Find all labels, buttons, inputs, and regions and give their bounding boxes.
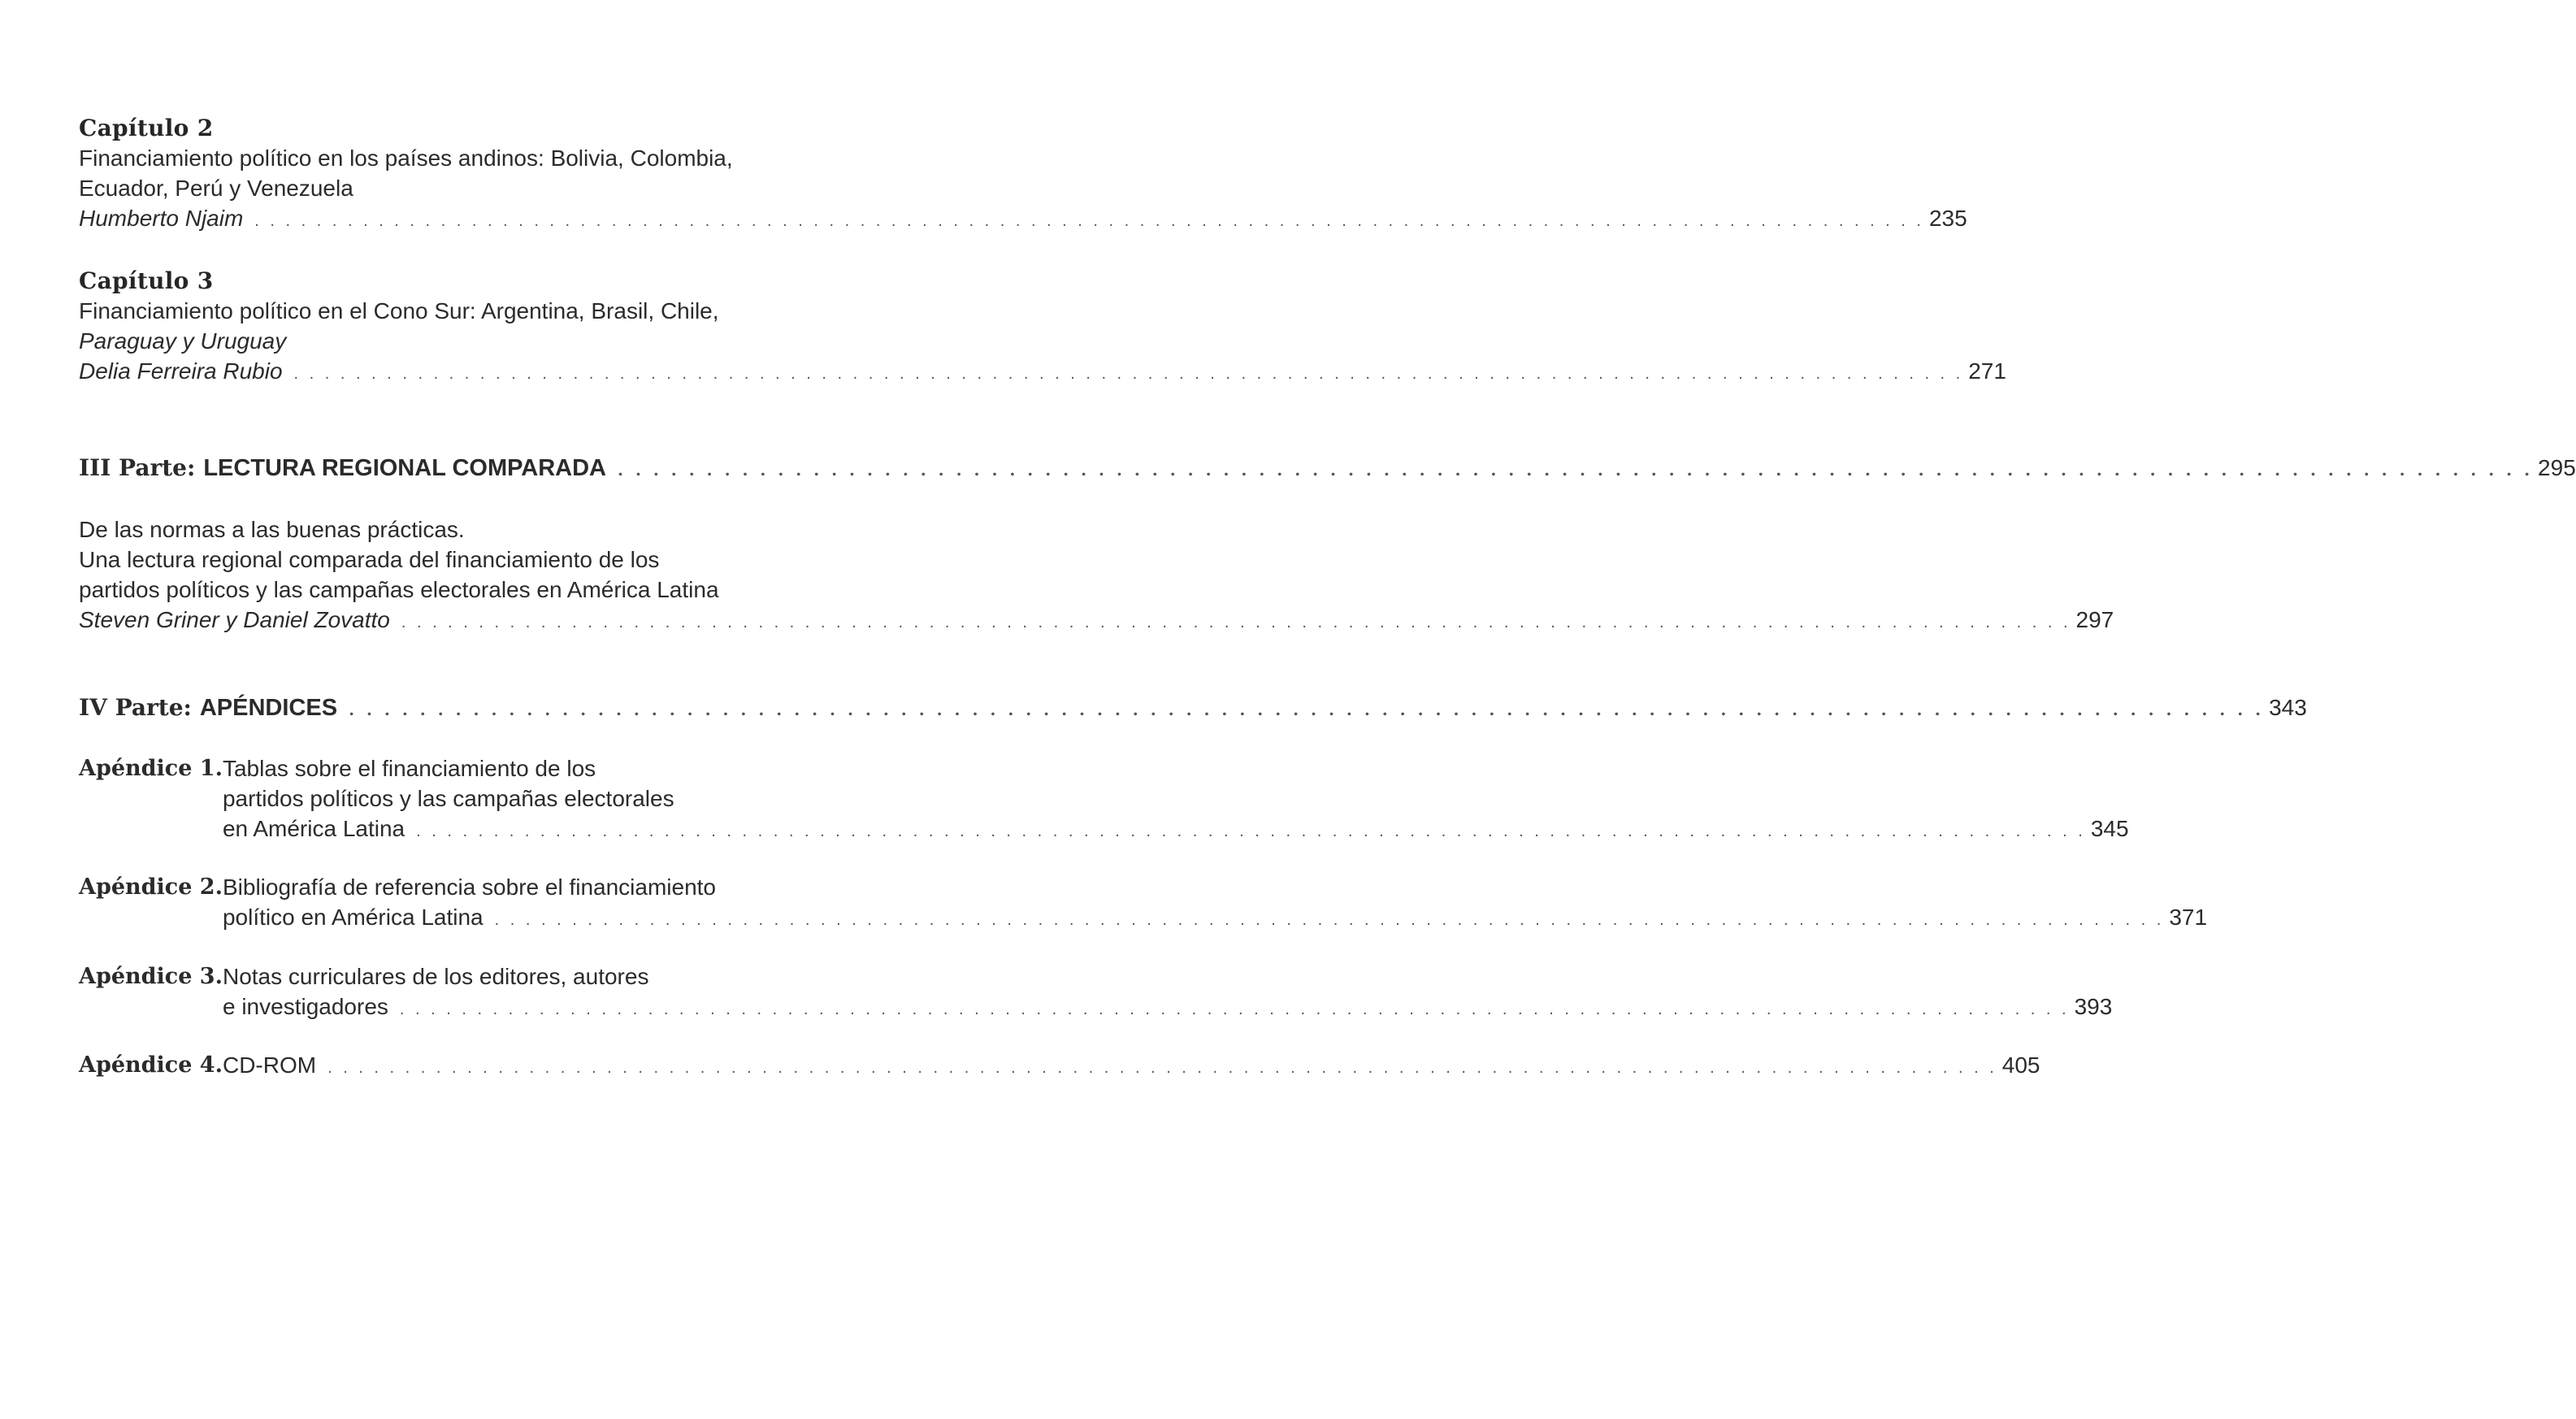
appendix-last-row (223, 902, 2207, 935)
part-label: IV Parte: (79, 694, 192, 721)
appendix-1-entry (79, 753, 2129, 847)
page-number: 345 (2090, 816, 2129, 841)
entry-author-row (79, 605, 2114, 638)
dot-leader (294, 359, 1964, 389)
chapter-title-line: Financiamiento político en los países andinos: Bolivia, Colombia, (79, 145, 733, 171)
appendix-last-row (223, 992, 2112, 1025)
page-number: 297 (2075, 607, 2114, 632)
appendix-title-line: político en América Latina (222, 905, 484, 930)
page-number: 405 (2001, 1052, 2040, 1078)
dot-leader (401, 608, 2071, 638)
dot-leader (254, 206, 1924, 236)
appendix-last-row (223, 814, 2129, 847)
page-number: 295 (2538, 455, 2576, 480)
appendix-4-entry (79, 1050, 2040, 1083)
chapter-author-row (79, 356, 2006, 389)
dot-leader (327, 1053, 1997, 1083)
part-3-entry (79, 514, 2114, 638)
chapter-title-line: Ecuador, Perú y Venezuela (79, 176, 353, 201)
entry-author: Steven Griner y Daniel Zovatto (79, 607, 390, 632)
dot-leader (416, 817, 2086, 847)
appendix-label: Apéndice 2. (79, 874, 223, 900)
part-4-heading-row (79, 692, 2307, 725)
part-label: III Parte: (79, 454, 196, 481)
chapter-heading: Capítulo 3 (79, 267, 214, 294)
entry-title-line: partidos políticos y las campañas electorales en América Latina (79, 577, 719, 602)
dot-leader (400, 995, 2070, 1025)
page-number: 343 (2269, 695, 2307, 720)
chapter-title-line: Financiamiento político en el Cono Sur: Argentina, Brasil, Chile, (79, 298, 719, 323)
appendix-title-line: Tablas sobre el financiamiento de los (222, 756, 596, 781)
appendix-title-line: Notas curriculares de los editores, autores (222, 964, 649, 989)
dot-leader (349, 694, 2264, 725)
chapter-author-row (79, 203, 1967, 236)
appendix-title-line: en América Latina (222, 816, 405, 841)
part-title: APÉNDICES (199, 695, 338, 721)
appendix-title-line: Bibliografía de referencia sobre el financiamiento (222, 874, 717, 900)
page-number: 271 (1968, 358, 2006, 384)
appendix-2-entry (79, 872, 2208, 935)
entry-title-line: De las normas a las buenas prácticas. (79, 517, 465, 542)
appendix-title-line: partidos políticos y las campañas electorales (222, 786, 674, 811)
appendix-title-line: e investigadores (222, 994, 388, 1019)
appendix-title-line: CD-ROM (222, 1052, 317, 1078)
page-number: 235 (1928, 206, 1967, 231)
part-3-heading-row (79, 453, 2576, 485)
chapter-3-entry (79, 267, 2006, 389)
part-title: LECTURA REGIONAL COMPARADA (203, 455, 607, 481)
appendix-last-row (223, 1050, 2040, 1083)
chapter-author: Delia Ferreira Rubio (79, 358, 283, 384)
dot-leader (618, 454, 2533, 485)
chapter-author: Humberto Njaim (79, 206, 244, 231)
chapter-2-entry (79, 114, 1967, 236)
chapter-heading: Capítulo 2 (79, 115, 214, 141)
appendix-label: Apéndice 3. (79, 964, 223, 989)
appendix-3-entry (79, 961, 2113, 1025)
entry-title-line: Una lectura regional comparada del financiamiento de los (79, 547, 660, 572)
dot-leader (495, 905, 2165, 935)
appendix-label: Apéndice 1. (79, 756, 223, 781)
page-number: 371 (2169, 905, 2208, 930)
appendix-label: Apéndice 4. (79, 1052, 223, 1078)
chapter-title-line: Paraguay y Uruguay (79, 328, 287, 354)
page-number: 393 (2074, 994, 2113, 1019)
